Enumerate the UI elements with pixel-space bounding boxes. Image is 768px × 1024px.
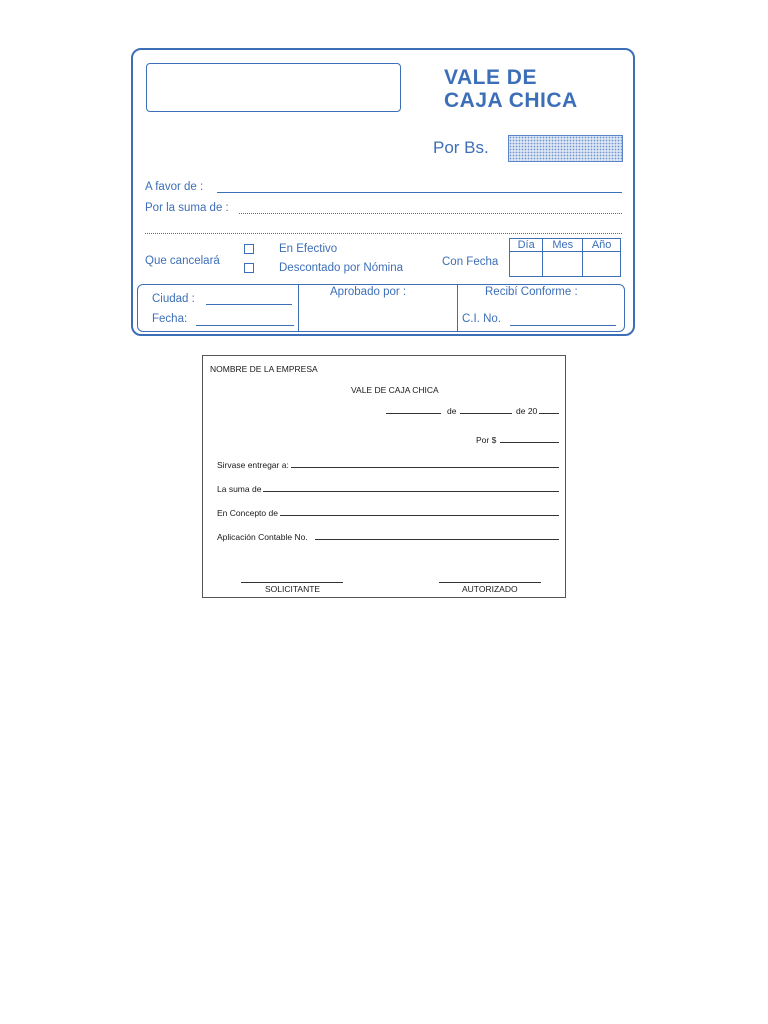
solicitante-label: SOLICITANTE xyxy=(265,584,321,594)
autorizado-signature-line xyxy=(439,582,541,583)
divider xyxy=(457,285,458,331)
por-line xyxy=(500,442,559,443)
suma-label: La suma de xyxy=(217,484,262,494)
de-label: de xyxy=(447,406,457,416)
date-cell-ano[interactable] xyxy=(583,252,621,277)
date-cell-mes[interactable] xyxy=(543,252,583,277)
que-cancelara-label: Que cancelará xyxy=(145,255,220,267)
sirvase-line xyxy=(291,467,559,468)
a-favor-line xyxy=(217,192,622,193)
efectivo-label: En Efectivo xyxy=(279,243,338,255)
por-la-suma-line xyxy=(239,213,622,214)
voucher-title: VALE DE CAJA CHICA xyxy=(444,66,578,112)
efectivo-checkbox[interactable] xyxy=(244,244,254,254)
nomina-label: Descontado por Nómina xyxy=(279,262,404,274)
a-favor-label: A favor de : xyxy=(145,181,204,193)
nomina-checkbox[interactable] xyxy=(244,263,254,273)
recibi-label: Recibí Conforme : xyxy=(485,286,578,298)
ciudad-line xyxy=(206,304,292,305)
date-header-ano: Año xyxy=(583,239,621,252)
aplicacion-line xyxy=(315,539,559,540)
voucher-title: VALE DE CAJA CHICA xyxy=(351,385,439,395)
aprobado-label: Aprobado por : xyxy=(330,286,407,298)
signature-section xyxy=(137,284,625,332)
date-header-mes: Mes xyxy=(543,239,583,252)
por-la-suma-line-2 xyxy=(145,233,622,234)
con-fecha-label: Con Fecha xyxy=(442,256,499,268)
suma-line xyxy=(263,491,559,492)
company-name-box xyxy=(146,63,401,112)
year-line xyxy=(539,413,559,414)
day-line xyxy=(386,413,441,414)
company-label: NOMBRE DE LA EMPRESA xyxy=(210,364,318,374)
amount-box xyxy=(508,135,623,162)
date-table xyxy=(509,238,621,277)
ci-line xyxy=(510,325,616,326)
por-bs-label: Por Bs. xyxy=(433,138,489,157)
por-la-suma-label: Por la suma de : xyxy=(145,202,229,214)
ci-label: C.I. No. xyxy=(462,313,501,325)
de-20-label: de 20 xyxy=(516,406,538,416)
fecha-line xyxy=(196,325,294,326)
sirvase-label: Sirvase entregar a: xyxy=(217,460,289,470)
ciudad-label: Ciudad : xyxy=(152,293,195,305)
autorizado-label: AUTORIZADO xyxy=(462,584,518,594)
solicitante-signature-line xyxy=(241,582,343,583)
fecha-label: Fecha: xyxy=(152,313,188,325)
month-line xyxy=(460,413,512,414)
divider xyxy=(298,285,299,331)
concepto-line xyxy=(280,515,559,516)
petty-cash-voucher-black xyxy=(202,355,566,598)
date-cell-dia[interactable] xyxy=(510,252,543,277)
concepto-label: En Concepto de xyxy=(217,508,278,518)
aplicacion-label: Aplicación Contable No. xyxy=(217,532,308,542)
por-label: Por $ xyxy=(476,435,497,445)
petty-cash-voucher-blue xyxy=(131,48,635,336)
date-header-dia: Día xyxy=(510,239,543,252)
